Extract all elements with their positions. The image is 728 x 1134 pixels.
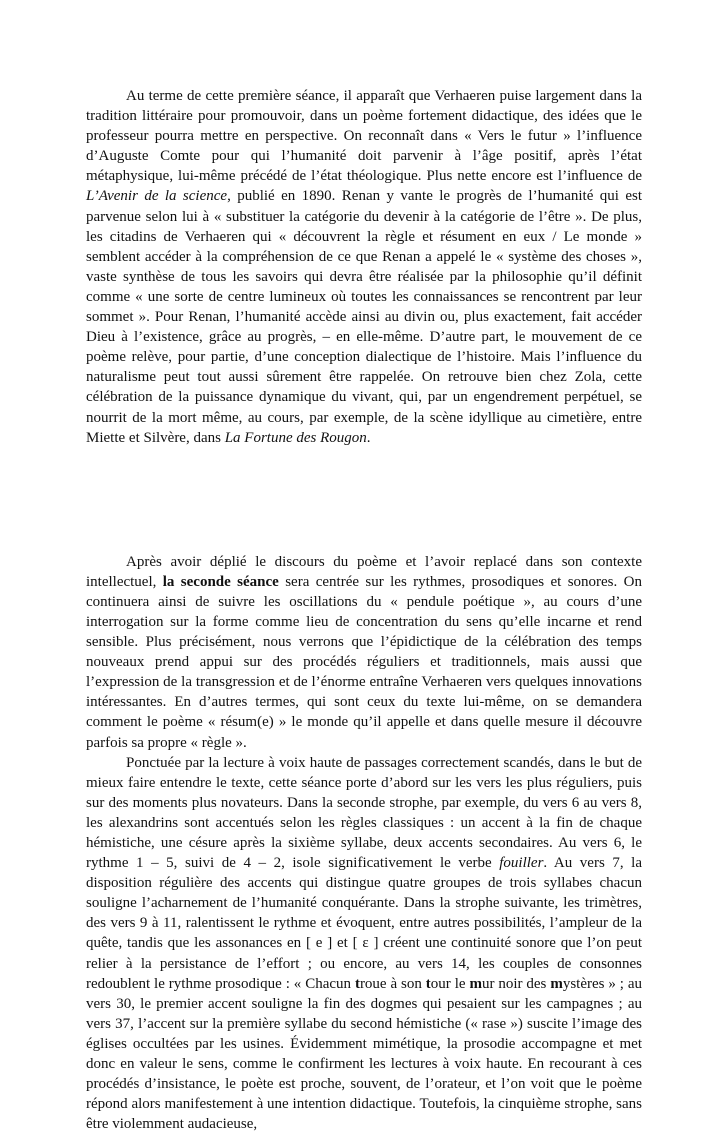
paragraph-first-session	[86, 86, 642, 448]
book-title-fortune-des-rougon: La Fortune des Rougon	[224, 429, 367, 446]
text-run: sera centrée sur les rythmes, prosodiques et sonores. On continuera ainsi de suivre les oscillations du « pendule poétique », au cours d’une interrogation sur la forme comme lieu de concentration du sens qu’elle incarne et rend sensible. Plus précisément, nous verrons que l’épidictique de la célébration des temps nouveaux prend appui sur des procédés réguliers et traditionnels, mais aussi que l’expression de la transgression et de l’énorme entraîne Verhaeren vers quelques innovations intéressantes. En d’autres termes, qui sont ceux du texte lui-même, on se demandera comment le poème « résum(e) » le monde qu’il appelle et dans quelle mesure il découvre parfois sa propre « règle ».	[86, 573, 642, 751]
bold-letter: t	[425, 975, 431, 992]
paragraph-prosody	[86, 753, 642, 1134]
paragraph-spacer	[86, 448, 642, 552]
bold-phrase-seconde-seance: la seconde séance	[162, 573, 279, 590]
text-run: Ponctuée par la lecture à voix haute de passages correctement scandés, dans le but de mieux faire entendre le texte, cette séance porte d’abord sur les vers les plus réguliers, puis sur des moments plus novateurs. Dans la seconde strophe, par exemple, du vers 6 au vers 8, les alexandrins sont accentués selon les règles classiques : un accent à la fin de chaque hémistiche, une césure après la sixième syllabe, deux accents secondaires. Au vers 6, le rythme 1 – 5, suivi de 4 – 2, isole significativement le verbe	[86, 754, 642, 872]
text-run: , publié en 1890. Renan y vante le progrès de l’humanité qui est parvenue selon lui à « substituer la catégorie du devenir à la catégorie de l’être ». De plus, les citadins de Verhaeren qui « découvrent la règle et résument en eux / Le monde » semblent accéder à la compréhension de ce que Renan a appelé le « système des choses », vaste synthèse de tous les savoirs qui devra être réalisée par la philosophie qu’il définit comme « une sorte de centre lumineux où toutes les connaissances se rencontrent par leur sommet ». Pour Renan, l’humanité accède ainsi au divin ou, plus exactement, fait accéder Dieu à l’existence, grâce au progrès, – en elle-même. D’autre part, le mouvement de ce poème relève, pour partie, d’une conception dialectique de l’histoire. Mais l’influence du naturalisme peut tout aussi sûrement être rappelée. On retrouve bien chez Zola, cette célébration de la puissance dynamique du vivant, qui, par un engendrement perpétuel, se nourrit de la mort même, au cours, par exemple, de la scène idyllique au cimetière, entre Miette et Silvère, dans	[86, 188, 642, 446]
text-run: Après avoir déplié le discours du poème et l’avoir replacé dans son contexte intellectuel,	[86, 553, 642, 590]
book-title-avenir-de-la-science: L’Avenir de la science	[86, 188, 228, 205]
text-run: our le	[430, 975, 470, 992]
italic-word-fouiller: fouiller	[499, 855, 544, 872]
text-run: Au terme de cette première séance, il apparaît que Verhaeren puise largement dans la tradition littéraire pour promouvoir, dans un poème fortement didactique, des idées que le professeur pourra mettre en perspective. On reconnaît dans « Vers le futur » l’influence d’Auguste Comte pour qui l’humanité doit parvenir à l’âge positif, après l’état métaphysique, lui-même précédé de l’état théologique. Plus nette encore est l’influence de	[86, 88, 642, 185]
text-run: roue à son	[359, 975, 426, 992]
paragraph-second-session	[86, 552, 642, 753]
document-page	[86, 86, 642, 1134]
bold-letter: m	[550, 975, 563, 992]
bold-letter: t	[354, 975, 360, 992]
text-run: ur noir des	[481, 975, 551, 992]
text-run: ystères » ; au vers 30, le premier accent souligne la fin des dogmes qui pesaient sur les campagnes ; au vers 37, l’accent sur la première syllabe du second hémistiche (« rase ») suscite l’image des églises occultées par les usines. Évidemment mimétique, la prosodie accompagne et met donc en valeur le sens, comme le confirment les lectures à voix haute. En recourant à ces procédés d’insistance, le poète est proche, souvent, de l’orateur, et l’on voit que le poème répond alors manifestement à une intention didactique. Toutefois, la cinquième strophe, sans être violemment audacieuse,	[86, 975, 643, 1133]
text-run: .	[366, 429, 371, 446]
bold-letter: m	[469, 975, 482, 992]
text-run: . Au vers 7, la disposition régulière des accents qui distingue quatre groupes de trois syllabes chacun souligne l’acharnement de l’humanité conquérante. Dans la strophe suivante, les trimètres, des vers 9 à 11, ralentissent le rythme et évoquent, entre autres possibilités, l’ampleur de la quête, tandis que les assonances en [ e ] et [ ε ] créent une continuité sonore que l’on peut relier à la persistance de l’effort ; ou encore, au vers 14, les couples de consonnes redoublent le rythme prosodique : « Chacun	[86, 855, 642, 992]
